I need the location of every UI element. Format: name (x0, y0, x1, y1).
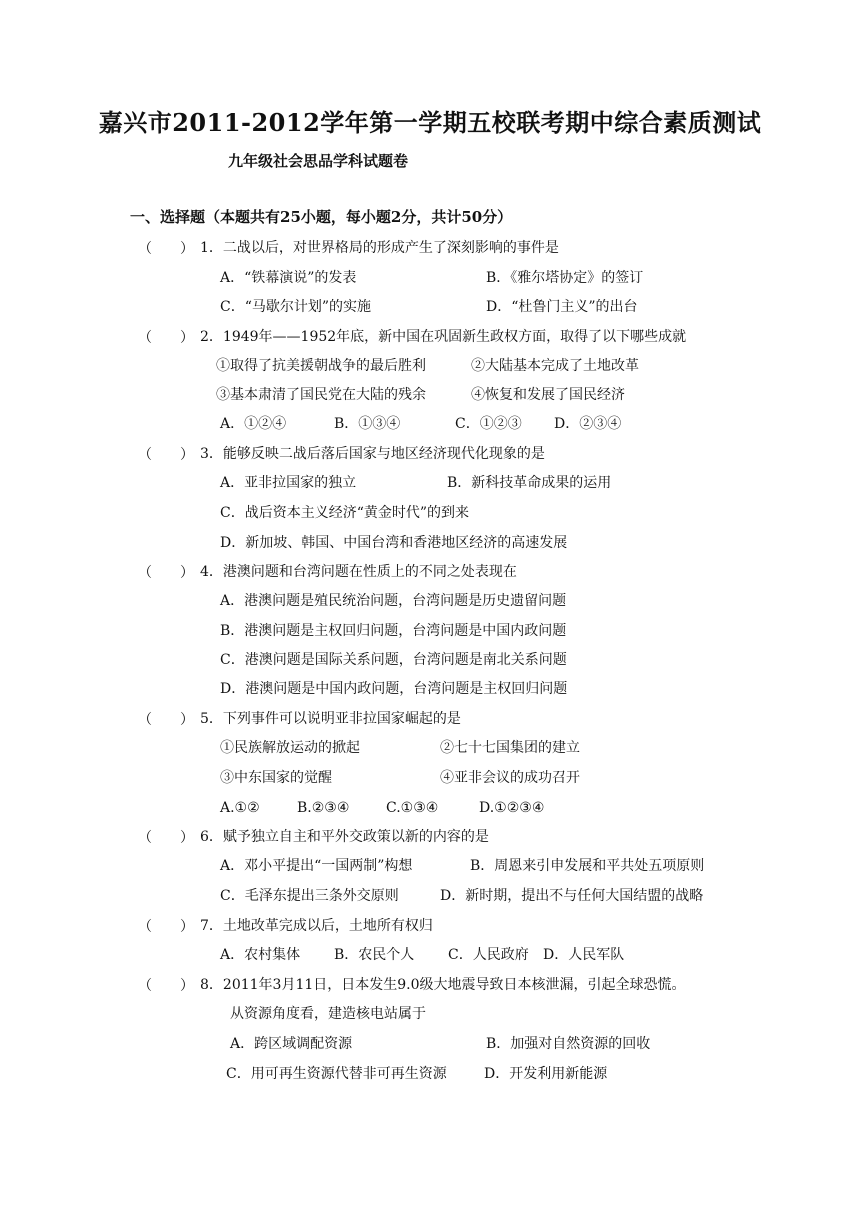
option-c: C．港澳问题是国际关系问题，台湾问题是南北关系问题 (220, 652, 567, 668)
option-d: D．开发利用新能源 (484, 1066, 608, 1082)
option-c: C．人民政府 (448, 947, 529, 963)
option-c: C．毛泽东提出三条外交原则 (220, 888, 399, 904)
option-b: B．农民个人 (334, 947, 415, 963)
option-d: D．新时期，提出不与任何大国结盟的战略 (440, 888, 704, 904)
statement-1: ①民族解放运动的掀起 (220, 740, 360, 756)
option-a: A．“铁幕演说”的发表 (220, 270, 357, 286)
statement-4: ④亚非会议的成功召开 (440, 770, 580, 786)
question-stem: 5．下列事件可以说明亚非拉国家崛起的是 (200, 711, 461, 727)
answer-blank[interactable]: （ ） (138, 447, 194, 463)
question-stem: 7．土地改革完成以后，土地所有权归 (200, 918, 433, 934)
option-c: C．“马歇尔计划”的实施 (220, 299, 372, 315)
option-b: B．《雅尔塔协定》的签订 (486, 270, 644, 286)
option-c: C．①②③ (455, 416, 522, 432)
page-title: 嘉兴市2011-2012学年第一学期五校联考期中综合素质测试 (98, 108, 762, 137)
question-stem: 6．赋予独立自主和平外交政策以新的内容的是 (200, 829, 489, 845)
answer-blank[interactable]: （ ） (138, 241, 194, 257)
option-d: D．人民军队 (543, 947, 625, 963)
option-d: D.①②③④ (479, 800, 545, 816)
statement-2: ②大陆基本完成了土地改革 (471, 358, 639, 374)
statement-2: ②七十七国集团的建立 (440, 740, 580, 756)
option-a: A．邓小平提出“一国两制”构想 (220, 858, 413, 874)
option-a: A．亚非拉国家的独立 (220, 475, 357, 491)
option-b: B．新科技革命成果的运用 (447, 475, 612, 491)
option-d: D．“杜鲁门主义”的出台 (486, 299, 638, 315)
statement-3: ③基本肃清了国民党在大陆的残余 (216, 387, 426, 403)
question-stem: 3．能够反映二战后落后国家与地区经济现代化现象的是 (200, 446, 545, 462)
answer-blank[interactable]: （ ） (138, 978, 194, 994)
option-b: B.②③④ (297, 800, 350, 816)
page-subtitle: 九年级社会思品学科试题卷 (228, 152, 409, 170)
option-b: B．周恩来引申发展和平共处五项原则 (470, 858, 705, 874)
option-d: D．港澳问题是中国内政问题，台湾问题是主权回归问题 (220, 681, 568, 697)
option-d: D．新加坡、韩国、中国台湾和香港地区经济的高速发展 (220, 535, 568, 551)
statement-4: ④恢复和发展了国民经济 (471, 387, 625, 403)
option-b: B．①③④ (334, 416, 401, 432)
option-c: C．战后资本主义经济“黄金时代”的到来 (220, 505, 470, 521)
option-a: A.①② (220, 800, 260, 816)
answer-blank[interactable]: （ ） (138, 830, 194, 846)
question-stem: 8．2011年3月11日，日本发生9.0级大地震导致日本核泄漏，引起全球恐慌。 (200, 977, 686, 993)
question-stem-continued: 从资源角度看，建造核电站属于 (230, 1006, 426, 1022)
option-c: C.①③④ (386, 800, 439, 816)
answer-blank[interactable]: （ ） (138, 565, 194, 581)
question-stem: 1．二战以后，对世界格局的形成产生了深刻影响的事件是 (200, 240, 559, 256)
option-a: A．跨区域调配资源 (230, 1036, 353, 1052)
section-heading: 一、选择题（本题共有25小题，每小题2分，共计50分） (130, 208, 513, 226)
option-d: D．②③④ (554, 416, 622, 432)
answer-blank[interactable]: （ ） (138, 330, 194, 346)
option-a: A．港澳问题是殖民统治问题，台湾问题是历史遗留问题 (220, 593, 567, 609)
statement-3: ③中东国家的觉醒 (220, 770, 332, 786)
option-c: C．用可再生资源代替非可再生资源 (226, 1066, 447, 1082)
question-stem: 2．1949年——1952年底，新中国在巩固新生政权方面，取得了以下哪些成就 (200, 329, 687, 345)
answer-blank[interactable]: （ ） (138, 919, 194, 935)
option-b: B．加强对自然资源的回收 (486, 1036, 651, 1052)
option-a: A．①②④ (220, 416, 287, 432)
option-a: A．农村集体 (220, 947, 301, 963)
answer-blank[interactable]: （ ） (138, 712, 194, 728)
option-b: B．港澳问题是主权回归问题，台湾问题是中国内政问题 (220, 623, 567, 639)
question-stem: 4．港澳问题和台湾问题在性质上的不同之处表现在 (200, 564, 517, 580)
statement-1: ①取得了抗美援朝战争的最后胜利 (216, 358, 426, 374)
